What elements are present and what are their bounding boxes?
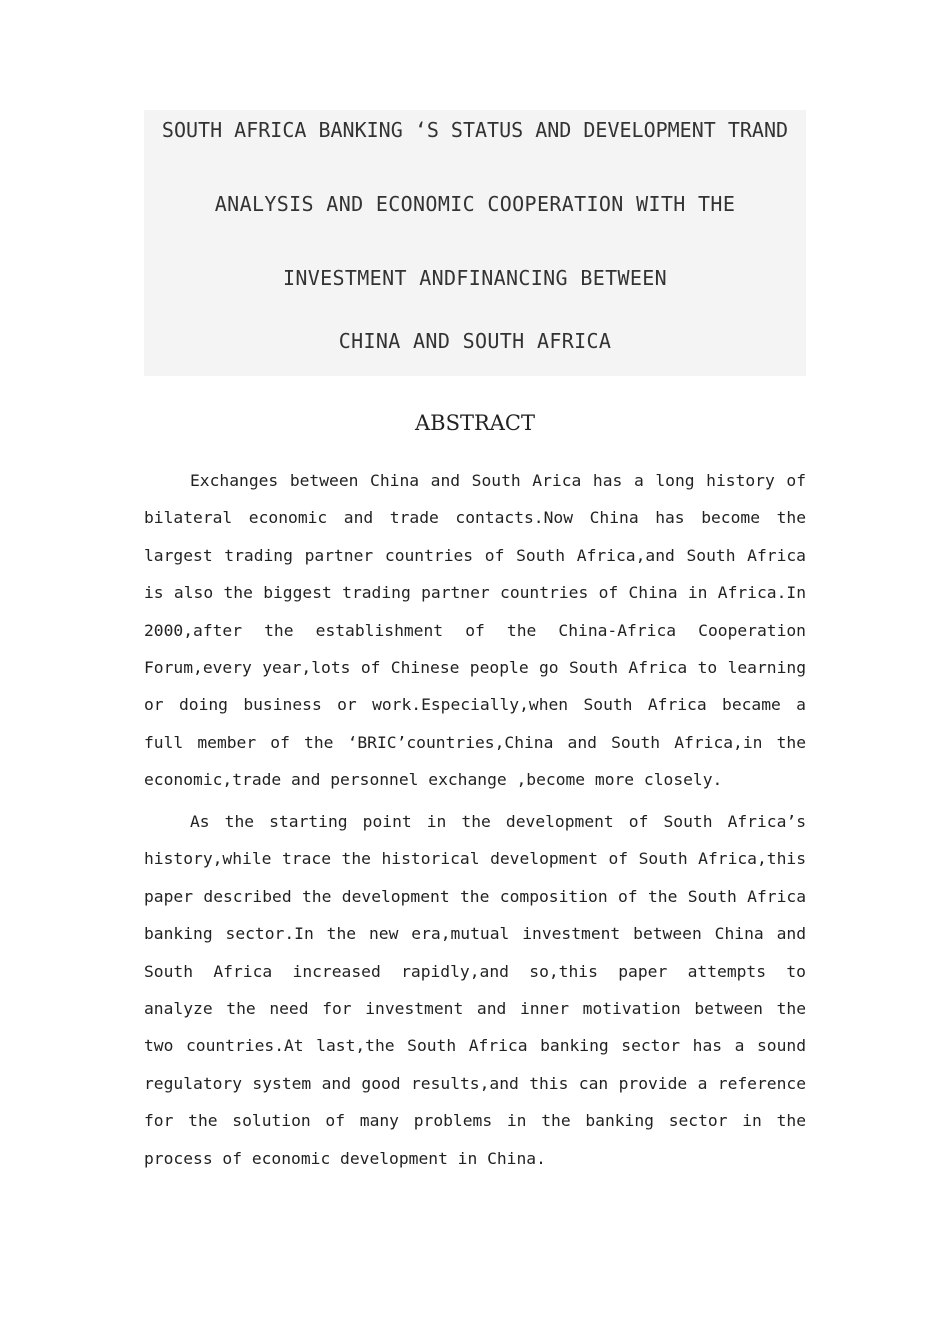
title-line-1: SOUTH AFRICA BANKING ‘S STATUS AND DEVELOPMENT TRAND [161,118,789,142]
title-line-4: CHINA AND SOUTH AFRICA [338,329,612,353]
abstract-heading: ABSTRACT [414,411,536,435]
abstract-paragraph-2: As the starting point in the development of South Africa’s history,while trace the historical development of South Africa,this paper described the development the composition of the South Africa banking sector.In the new era,mutual investment between China and South Africa increased rapidly,and so,this paper attempts to analyze the need for investment and inner motivation between the two countries.At last,the South Africa banking sector has a sound regulatory system and good results,and this can provide a reference for the solution of many problems in the banking sector in the process of economic development in China. [144,812,806,1168]
abstract-paragraph-1: Exchanges between China and South Arica has a long history of bilateral economic and trade contacts.Now China has become the largest trading partner countries of South Africa,and South Africa is also the biggest trading partner countries of China in Africa.In 2000,after the establishment of the China-Africa Cooperation Forum,every year,lots of Chinese people go South Africa to learning or doing business or work.Especially,when South Africa became a full member of the ‘BRIC’countries,China and South Africa,in the economic,trade and personnel exchange ,become more closely. [144,471,806,790]
title-line-3: INVESTMENT ANDFINANCING BETWEEN [282,266,668,290]
title-block [144,110,806,376]
title-line-2: ANALYSIS AND ECONOMIC COOPERATION WITH THE [214,192,736,216]
